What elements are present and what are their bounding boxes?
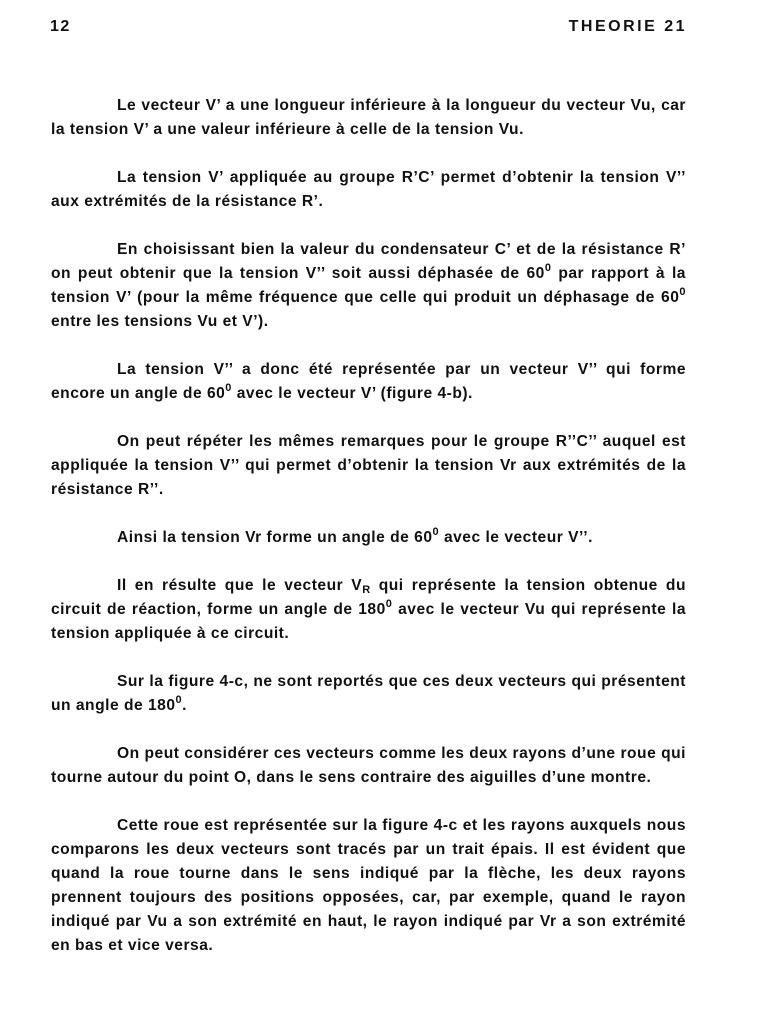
degree-superscript: 0 — [175, 694, 183, 706]
paragraph-8-text-c: . — [182, 697, 187, 714]
page-number: 12 — [50, 18, 71, 35]
paragraph-1: Le vecteur V’ a une longueur inférieure à la longueur du vecteur Vu, car la tension V’ a une valeur inférieure à celle de la tension Vu. — [51, 97, 686, 138]
paragraph-9: On peut considérer ces vecteurs comme les deux rayons d’une roue qui tourne autour du point O, dans le sens contraire des aiguilles d’une montre. — [51, 745, 686, 786]
degree-superscript: 0 — [679, 286, 686, 298]
degree-superscript: 0 — [544, 262, 552, 274]
page-header — [50, 18, 687, 40]
degree-superscript: 0 — [385, 598, 393, 610]
degree-superscript: 0 — [432, 526, 440, 538]
subscript-r: R — [362, 584, 371, 596]
paragraph-8 — [51, 670, 686, 718]
paragraph-7 — [51, 574, 686, 646]
paragraph-2: La tension V’ appliquée au groupe R’C’ permet d’obtenir la tension V’’ aux extrémités de la résistance R’. — [51, 169, 686, 210]
paragraph-3-text-a: En choisissant bien la valeur du condensateur C’ et de la résistance R’ on peut obtenir que la tension V’’ soit aussi déphasée de 60 — [51, 241, 686, 282]
paragraph-4-text-a: La tension V’’ a donc été représentée par un vecteur V’’ qui forme encore un angle de 60 — [51, 361, 686, 402]
paragraph-7-text-a: Il en résulte que le vecteur V — [117, 577, 363, 594]
paragraph-6-text-c: avec le vecteur V’’. — [439, 529, 593, 546]
paragraph-4 — [51, 358, 686, 406]
paragraph-10: Cette roue est représentée sur la figure 4-c et les rayons auxquels nous comparons les deux vecteurs sont tracés par un trait épais. Il est évident que quand la roue tourne dans le sens indiqué par la flèche, les deux rayons prennent toujours des positions opposées, car, par exemple, quand le rayon indiqué par Vu a son extrémité en haut, le rayon indiqué par Vr a son extrémité en bas et vice versa. — [51, 817, 686, 954]
paragraph-3-text-e: entre les tensions Vu et V’). — [51, 313, 269, 330]
paragraph-6-text-a: Ainsi la tension Vr forme un angle de 60 — [117, 529, 433, 546]
paragraph-7-text-e: avec le vecteur Vu qui représente la tension appliquée à ce circuit. — [51, 601, 686, 642]
paragraph-3-text-c: par rapport à la tension V’ (pour la même fréquence que celle qui produit un déphasage de 60 — [51, 265, 686, 306]
paragraph-3 — [51, 238, 686, 334]
body-text — [51, 94, 686, 958]
running-title: THEORIE 21 — [568, 18, 687, 35]
paragraph-7-text-c: qui représente la tension obtenue du circuit de réaction, forme un angle de 180 — [51, 577, 686, 618]
paragraph-5: On peut répéter les mêmes remarques pour le groupe R’’C’’ auquel est appliquée la tension V’’ qui permet d’obtenir la tension Vr aux extrémités de la résistance R’’. — [51, 433, 686, 498]
paragraph-8-text-a: Sur la figure 4-c, ne sont reportés que ces deux vecteurs qui présentent un angle de 180 — [51, 673, 686, 714]
paragraph-6 — [51, 526, 686, 550]
degree-superscript: 0 — [225, 382, 232, 394]
paragraph-4-text-c: avec le vecteur V’ (figure 4-b). — [231, 385, 473, 402]
